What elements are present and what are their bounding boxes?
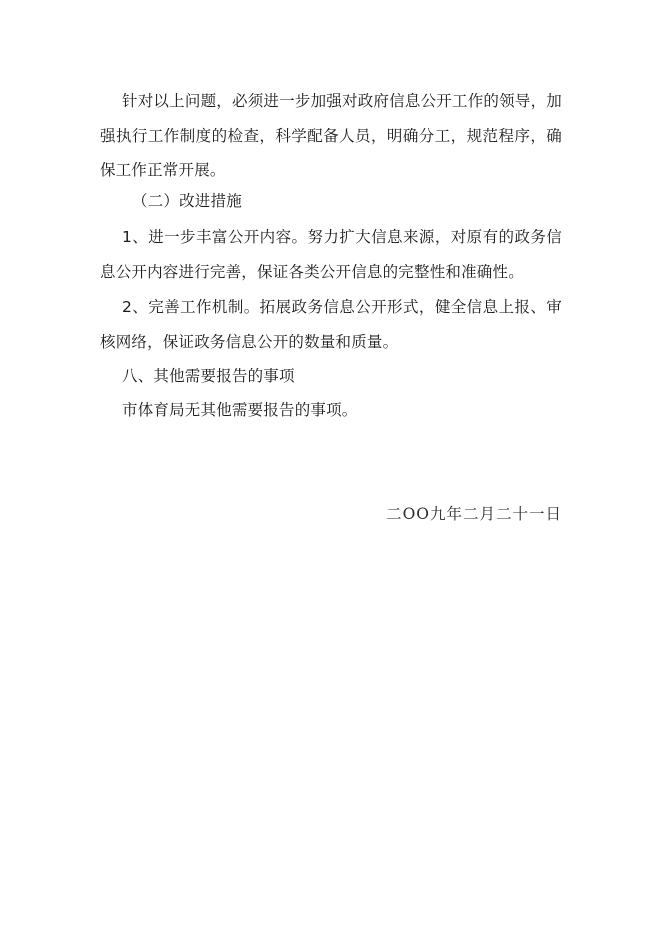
paragraph-measure-1: 1、进一步丰富公开内容。努力扩大信息来源，对原有的政务信息公开内容进行完善，保证各类公开信息的完整性和准确性。	[100, 228, 562, 281]
paragraph-other-matters: 市体育局无其他需要报告的事项。	[122, 401, 358, 419]
section-heading-other-matters: 八、其他需要报告的事项	[122, 367, 295, 385]
paragraph-measure-2: 2、完善工作机制。拓展政务信息公开形式，健全信息上报、审核网络，保证政务信息公开的数量和质量。	[100, 298, 562, 351]
paragraph-improvement-summary: 针对以上问题，必须进一步加强对政府信息公开工作的领导，加强执行工作制度的检查，科学配备人员，明确分工，规范程序，确保工作正常开展。	[100, 92, 562, 179]
document-date: 二OO九年二月二十一日	[386, 505, 562, 523]
section-heading-improvement-measures: （二）改进措施	[132, 192, 242, 210]
